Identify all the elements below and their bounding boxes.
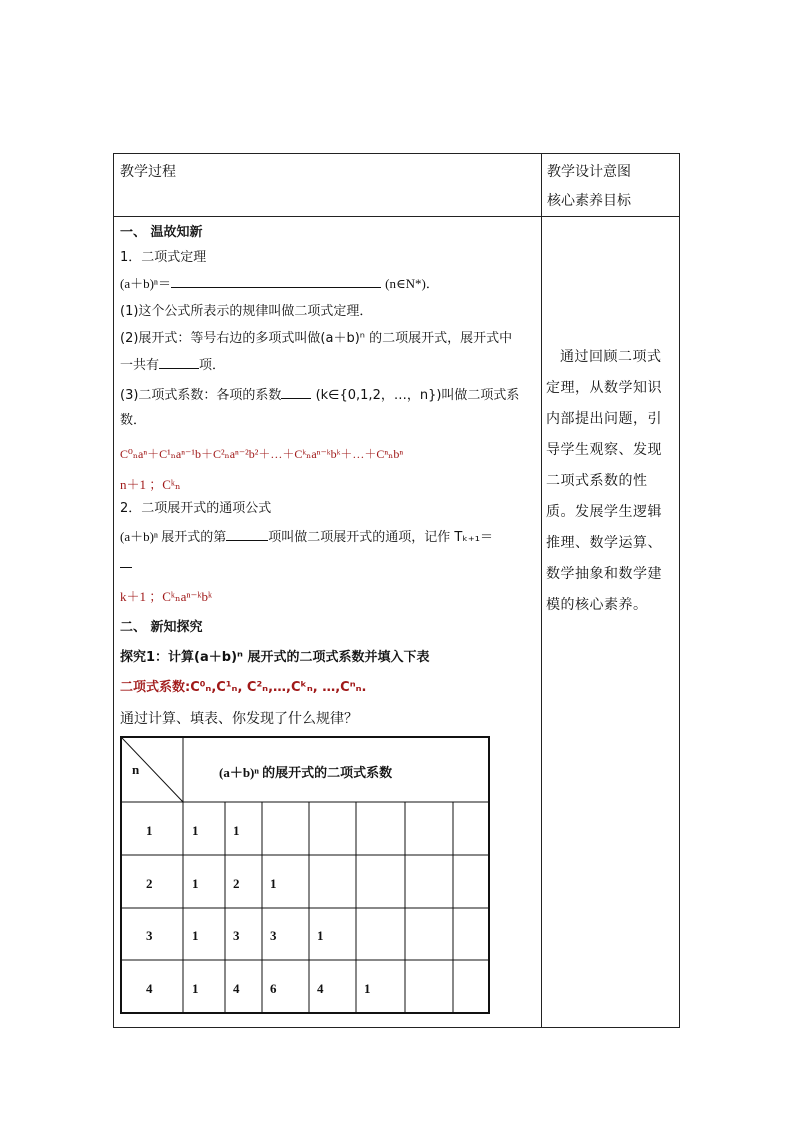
row-n: 3 [146,928,153,943]
paragraph-3a [120,386,519,405]
table-cell: 3 [233,928,240,943]
blank-term-count [159,356,199,369]
table-cell: 2 [233,876,240,891]
table-cell: 1 [364,981,371,996]
blank-expansion [171,275,381,288]
p2-prefix: 一共有 [120,358,160,373]
p3-suffix: (k∈{0,1,2，…，n})叫做二项式系 [315,388,520,403]
formula-condition: (n∈N*)． [385,276,439,291]
question: 通过计算、填表、你发现了什么规律？ [120,711,358,727]
table-cell: 1 [270,876,277,891]
row-n: 2 [146,876,153,891]
coefficient-table [120,736,490,1014]
answer-expansion: C⁰ₙaⁿ＋C¹ₙaⁿ⁻¹b＋C²ₙaⁿ⁻²b²＋…＋Cᵏₙaⁿ⁻ᵏbᵏ＋…＋Cⁿₙbⁿ [120,447,404,461]
blank-coefficient [281,386,311,399]
table-cell: 4 [233,981,240,996]
header-design-intent: 教学设计意图 [547,164,631,180]
section1-title: 一、 温故知新 [120,225,203,240]
p4-suffix: 项叫做二项展开式的通项，记作 Tₖ₊₁＝ [268,530,493,545]
row-n: 4 [146,981,153,996]
explore-1: 探究1：计算(a＋b)ⁿ 展开式的二项式系数并填入下表 [120,650,430,665]
paragraph-4 [120,528,493,547]
blank-term-index [226,528,268,541]
table-cell: 4 [317,981,324,996]
blank-general-term [120,555,132,568]
section2-title: 二、 新知探究 [120,620,203,635]
item1-title: 1．二项式定理 [120,250,207,265]
p3-prefix: (3)二项式系数：各项的系数 [120,388,282,403]
table-cell: 1 [192,823,199,838]
paragraph-2b [120,356,225,375]
formula-lhs: (a＋b)ⁿ＝ [120,276,172,291]
row-n: 1 [146,823,153,838]
table-cell: 3 [270,928,277,943]
paragraph-3b: 数． [120,413,147,428]
lesson-table [113,153,680,1028]
table-cell: 1 [192,981,199,996]
header-divider [114,216,679,217]
column-divider [541,154,542,1027]
design-intent-text: 通过回顾二项式定理，从数学知识内部提出问题，引导学生观察、发现二项式系数的性质。发展学生逻辑推理、数学运算、数学抽象和数学建模的核心素养。 [546,349,662,613]
table-cell: 6 [270,981,277,996]
header-teaching-process: 教学过程 [120,164,176,180]
table-cell: 1 [233,823,240,838]
answer-general-term: k＋1 ；Cᵏₙaⁿ⁻ᵏbᵏ [120,589,213,604]
table-cell: 1 [192,876,199,891]
paragraph-1: (1)这个公式所表示的规律叫做二项式定理． [120,304,373,319]
p4-prefix: (a＋b)ⁿ 展开式的第 [120,529,227,544]
answer-count: n＋1 ；Cᵏₙ [120,477,181,492]
table-cell: 1 [192,928,199,943]
binomial-coefficients: 二项式系数:C⁰ₙ,C¹ₙ, C²ₙ,…,Cᵏₙ, …,Cⁿₙ. [120,680,367,695]
table-cell: 1 [317,928,324,943]
theorem-formula [120,275,439,294]
paragraph-2a: (2)展开式：等号右边的多项式叫做(a＋b)ⁿ 的二项展开式，展开式中 [120,331,513,346]
p2-suffix: 项． [199,358,226,373]
item2-title: 2．二项展开式的通项公式 [120,501,272,516]
header-core-literacy: 核心素养目标 [547,193,631,209]
table-header: (a＋b)ⁿ 的展开式的二项式系数 [219,765,393,780]
corner-label: n [132,762,140,777]
